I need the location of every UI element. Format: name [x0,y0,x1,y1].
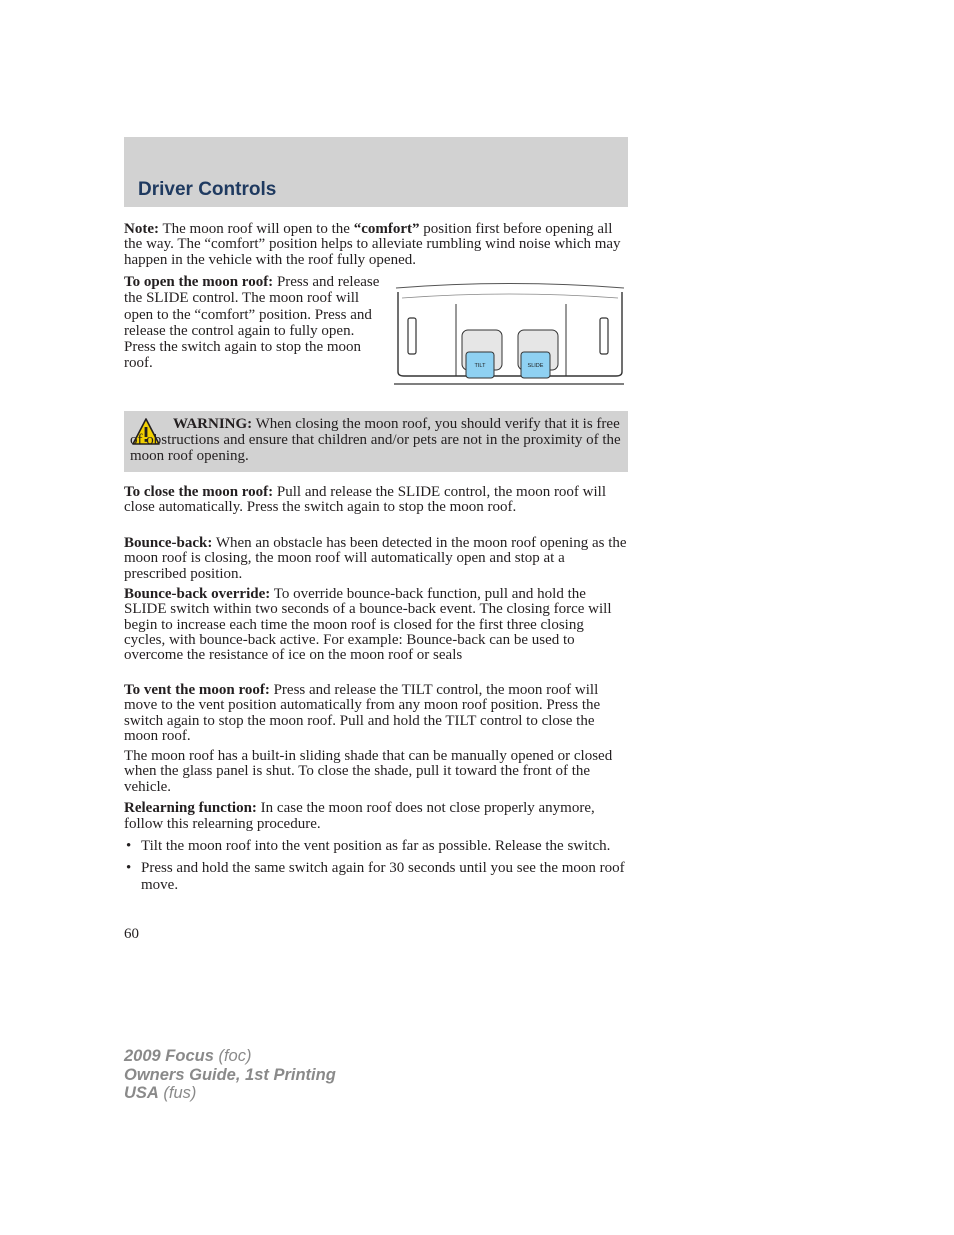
override-label: Bounce-back override: [124,586,271,602]
warning-box [124,411,628,472]
bounce-text: When an obstacle has been detected in the moon roof opening as the moon roof is closing, the moon roof will automatically open and stop at a prescribed position. [124,535,627,582]
override-text: To override bounce-back function, pull and hold the SLIDE switch within two seconds of a bounce-back event. The closing force will begin to increase each time the moon roof is closed for the first three closing cycles, with bounce-back active. For example: Bounce-back can be used to overcome the resistance of ice on the moon roof or seals [124,586,612,664]
override-paragraph [124,587,628,663]
vent-label: To vent the moon roof: [124,682,270,698]
bounce-label: Bounce-back: [124,535,213,551]
bounce-paragraph [124,536,628,582]
footer-market-code: (fus) [158,1084,197,1102]
list-item-text: Tilt the moon roof into the vent position as far as possible. Release the switch. [141,838,611,854]
list-item [124,838,628,855]
note-text-2: position first before opening all the way. The “comfort” position helps to alleviate rumbling wind noise which may happen in the vehicle with the roof fully opened. [124,221,621,268]
list-item [124,860,628,894]
print-footer [124,1047,336,1103]
relearn-text: In case the moon roof does not close properly anymore, follow this relearning procedure. [124,800,595,832]
note-label: Note: [124,221,159,237]
footer-market: USA [124,1084,159,1102]
footer-model: 2009 Focus [124,1047,214,1065]
slide-label: SLIDE [527,363,544,369]
relearn-paragraph [124,800,628,832]
page-number: 60 [124,926,139,942]
footer-model-code: (foc) [213,1047,252,1065]
open-label: To open the moon roof: [124,274,274,290]
bullet-icon: • [126,860,132,876]
footer-guide: Owners Guide, 1st Printing [124,1065,336,1084]
note-text-1: The moon roof will open to the [158,221,354,237]
tilt-label: TILT [474,363,486,369]
shade-text: The moon roof has a built-in sliding shade that can be manually opened or closed when the glass panel is shut. To close the shade, pull it toward the front of the vehicle. [124,748,613,795]
section-header [124,137,628,207]
relearn-label: Relearning function: [124,800,257,816]
comfort-term: “comfort” [353,221,420,237]
note-paragraph [124,222,628,268]
bullet-icon: • [126,838,132,854]
close-paragraph [124,485,628,516]
relearn-steps-list [124,838,628,899]
list-item-text: Press and hold the same switch again for 30 seconds until you see the moon roof move. [141,860,625,893]
warning-body: When closing the moon roof, you should verify that it is free of obstructions and ensure that children and/or pets are not in the proximity of the moon roof opening. [130,416,621,464]
vent-text: Press and release the TILT control, the moon roof will move to the vent position automatically from any moon roof position. Press the switch again to stop the moon roof. Pull and hold the TILT control to close the moon roof. [124,682,601,744]
overhead-console-diagram [392,280,628,388]
shade-paragraph [124,749,628,795]
vent-paragraph [124,683,628,744]
close-label: To close the moon roof: [124,484,274,500]
warning-text [130,416,622,464]
open-paragraph [124,274,380,372]
page-title: Driver Controls [138,179,277,200]
warning-label: WARNING: [173,416,253,432]
open-text: Press and release the SLIDE control. The moon roof will open to the “comfort” position. Press and release the control again to fully open. Press the switch again to stop the moon roof. [124,274,380,372]
close-text: Pull and release the SLIDE control, the moon roof will close automatically. Press the switch again to stop the moon roof. [124,484,607,516]
